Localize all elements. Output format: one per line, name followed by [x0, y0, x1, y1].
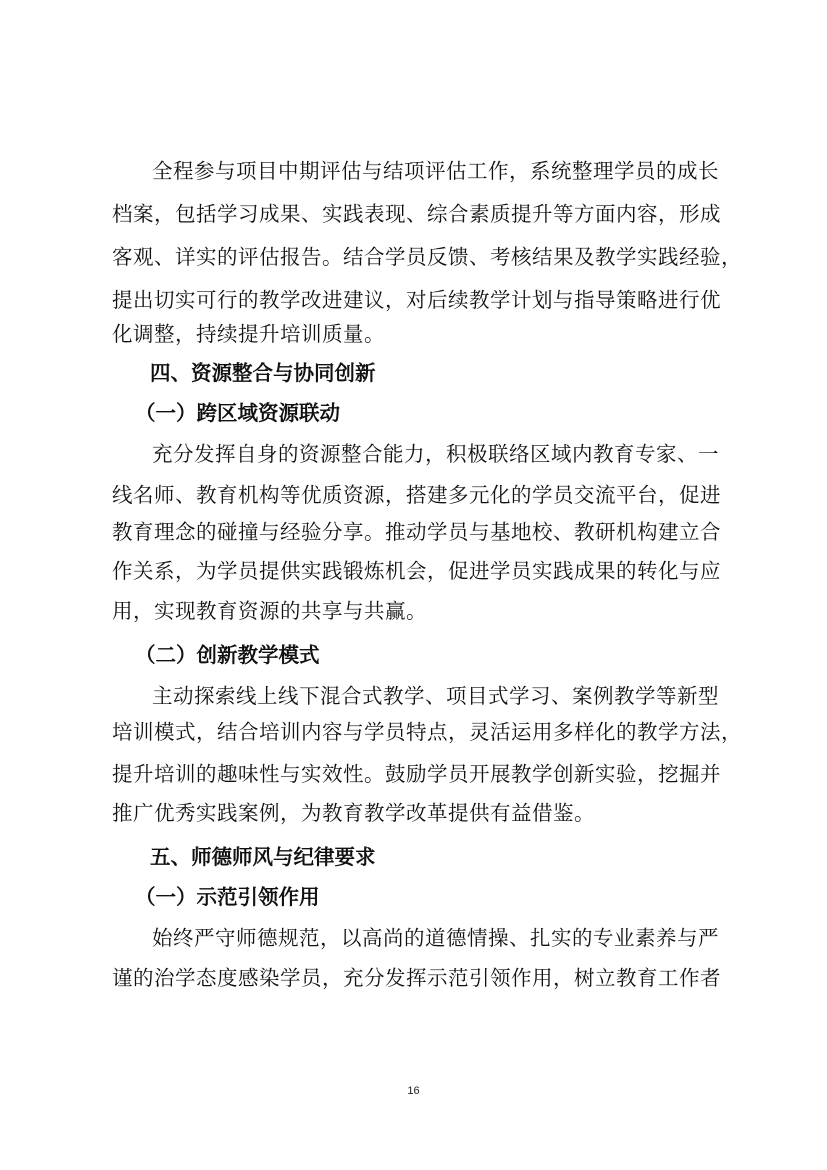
subsection-heading-4-1: （一）跨区域资源联动 [135, 401, 340, 425]
text-line: 全程参与项目中期评估与结项评估工作，系统整理学员的成长 [152, 159, 719, 183]
text-line: 培训模式，结合培训内容与学员特点，灵活运用多样化的教学方法， [112, 720, 742, 744]
page-number: 16 [407, 1085, 420, 1097]
text-line: 客观、详实的评估报告。结合学员反馈、考核结果及教学实践经验， [112, 245, 742, 269]
text-line: 作关系，为学员提供实践锻炼机会，促进学员实践成果的转化与应 [112, 559, 721, 583]
section-heading-4: 四、资源整合与协同创新 [150, 361, 376, 385]
section-heading-5: 五、师德师风与纪律要求 [150, 845, 376, 869]
subsection-heading-4-2: （二）创新教学模式 [135, 643, 320, 667]
text-line: 教育理念的碰撞与经验分享。推动学员与基地校、教研机构建立合 [112, 520, 721, 544]
text-line: 提升培训的趣味性与实效性。鼓励学员开展教学创新实验，挖掘并 [112, 762, 721, 786]
text-line: 主动探索线上线下混合式教学、项目式学习、案例教学等新型 [152, 684, 719, 708]
subsection-heading-5-1: （一）示范引领作用 [135, 885, 320, 909]
text-line: 始终严守师德规范，以高尚的道德情操、扎实的专业素养与严 [152, 926, 719, 950]
text-line: 谨的治学态度感染学员，充分发挥示范引领作用，树立教育工作者 [112, 966, 721, 990]
text-line: 充分发挥自身的资源整合能力，积极联络区域内教育专家、一 [152, 442, 719, 466]
text-line: 提出切实可行的教学改进建议，对后续教学计划与指导策略进行优 [112, 288, 721, 312]
text-line: 化调整，持续提升培训质量。 [112, 322, 385, 346]
text-line: 用，实现教育资源的共享与共赢。 [112, 599, 427, 623]
text-line: 推广优秀实践案例，为教育教学改革提供有益借鉴。 [112, 801, 595, 825]
text-line: 档案，包括学习成果、实践表现、综合素质提升等方面内容，形成 [112, 202, 721, 226]
text-line: 线名师、教育机构等优质资源，搭建多元化的学员交流平台，促进 [112, 483, 721, 507]
